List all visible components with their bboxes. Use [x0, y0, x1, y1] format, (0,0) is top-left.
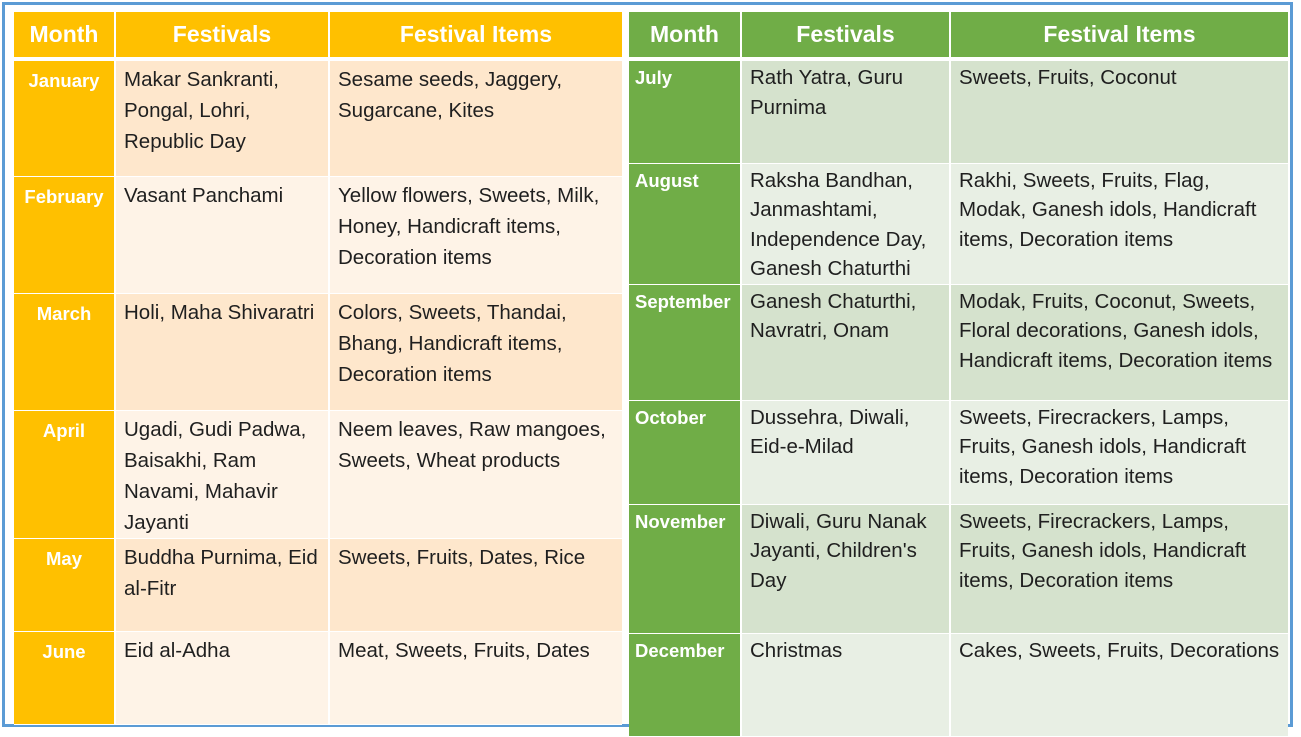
festival-table-jul-dec [629, 12, 1288, 737]
items-cell: Rakhi, Sweets, Fruits, Flag, Modak, Ganesh idols, Handicraft items, Decoration items [950, 163, 1288, 284]
month-cell: September [629, 284, 741, 400]
festivals-cell: Raksha Bandhan, Janmashtami, Independence Day, Ganesh Chaturthi [741, 163, 950, 284]
month-cell: March [14, 293, 115, 410]
month-cell: May [14, 538, 115, 631]
items-cell: Sweets, Fruits, Dates, Rice [329, 538, 622, 631]
festival-table-jan-jun [14, 12, 622, 725]
table-row [629, 284, 1288, 400]
festivals-cell: Christmas [741, 633, 950, 736]
festivals-cell: Diwali, Guru Nanak Jayanti, Children's Day [741, 504, 950, 633]
header-festivals: Festivals [115, 12, 329, 59]
table-row [629, 59, 1288, 163]
festivals-cell: Buddha Purnima, Eid al-Fitr [115, 538, 329, 631]
festivals-cell: Vasant Panchami [115, 176, 329, 293]
header-festivals: Festivals [741, 12, 950, 59]
table-row [629, 163, 1288, 284]
month-cell: January [14, 59, 115, 176]
table-row [14, 631, 622, 724]
items-cell: Yellow flowers, Sweets, Milk, Honey, Handicraft items, Decoration items [329, 176, 622, 293]
month-cell: October [629, 400, 741, 504]
items-cell: Modak, Fruits, Coconut, Sweets, Floral decorations, Ganesh idols, Handicraft items, Decoration items [950, 284, 1288, 400]
month-cell: February [14, 176, 115, 293]
month-cell: November [629, 504, 741, 633]
month-cell: August [629, 163, 741, 284]
table-row [629, 633, 1288, 736]
month-cell: June [14, 631, 115, 724]
table-row [629, 400, 1288, 504]
month-cell: December [629, 633, 741, 736]
header-month: Month [629, 12, 741, 59]
items-cell: Meat, Sweets, Fruits, Dates [329, 631, 622, 724]
festivals-cell: Makar Sankranti, Pongal, Lohri, Republic Day [115, 59, 329, 176]
items-cell: Sweets, Firecrackers, Lamps, Fruits, Ganesh idols, Handicraft items, Decoration items [950, 504, 1288, 633]
table-row [14, 538, 622, 631]
header-festival-items: Festival Items [950, 12, 1288, 59]
festivals-cell: Eid al-Adha [115, 631, 329, 724]
festivals-cell: Holi, Maha Shivaratri [115, 293, 329, 410]
table-row [14, 410, 622, 538]
header-row [629, 12, 1288, 59]
festivals-cell: Ganesh Chaturthi, Navratri, Onam [741, 284, 950, 400]
festivals-cell: Ugadi, Gudi Padwa, Baisakhi, Ram Navami, Mahavir Jayanti [115, 410, 329, 538]
table-row [629, 504, 1288, 633]
festivals-cell: Rath Yatra, Guru Purnima [741, 59, 950, 163]
items-cell: Sweets, Firecrackers, Lamps, Fruits, Ganesh idols, Handicraft items, Decoration items [950, 400, 1288, 504]
month-cell: April [14, 410, 115, 538]
items-cell: Sesame seeds, Jaggery, Sugarcane, Kites [329, 59, 622, 176]
table-row [14, 293, 622, 410]
festivals-cell: Dussehra, Diwali, Eid-e-Milad [741, 400, 950, 504]
header-row [14, 12, 622, 59]
table-row [14, 176, 622, 293]
items-cell: Sweets, Fruits, Coconut [950, 59, 1288, 163]
header-festival-items: Festival Items [329, 12, 622, 59]
header-month: Month [14, 12, 115, 59]
month-cell: July [629, 59, 741, 163]
items-cell: Colors, Sweets, Thandai, Bhang, Handicraft items, Decoration items [329, 293, 622, 410]
table-row [14, 59, 622, 176]
items-cell: Cakes, Sweets, Fruits, Decorations [950, 633, 1288, 736]
items-cell: Neem leaves, Raw mangoes, Sweets, Wheat products [329, 410, 622, 538]
